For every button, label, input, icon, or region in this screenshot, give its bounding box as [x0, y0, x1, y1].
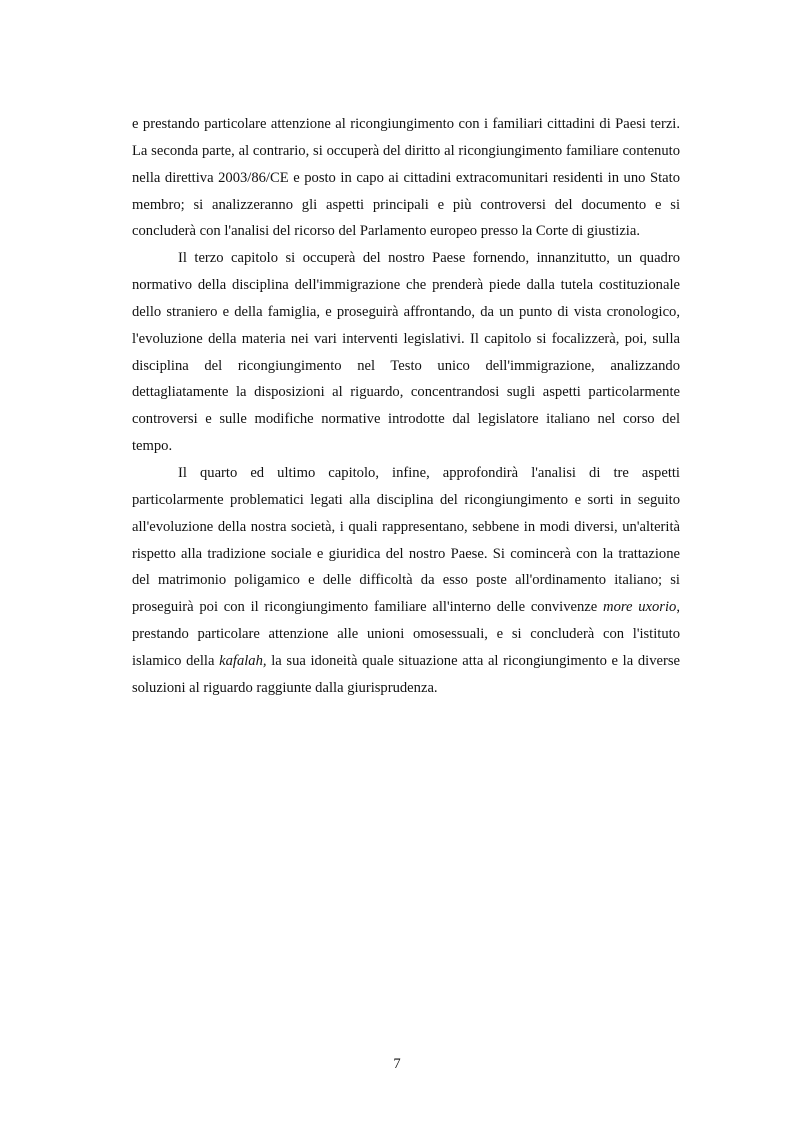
body-text — [132, 111, 680, 702]
paragraph-3 — [132, 460, 680, 702]
paragraph-1: e prestando particolare attenzione al ricongiungimento con i familiari cittadini di Paesi terzi. La seconda parte, al contrario, si occuperà del diritto al ricongiungimento familiare contenuto nella direttiva 2003/86/CE e posto in capo ai cittadini extracomunitari residenti in uno Stato membro; si analizzeranno gli aspetti principali e più controversi del documento e si concluderà con l'analisi del ricorso del Parlamento europeo presso la Corte di giustizia. — [132, 116, 680, 240]
paragraph-3-part-c: la sua idoneità quale situazione atta al ricongiungimento e la diverse soluzioni al riguardo raggiunte dalla giurisprudenza. — [132, 652, 681, 696]
italic-term-more-uxorio: more uxorio — [603, 599, 677, 616]
page-number: 7 — [393, 1056, 401, 1072]
italic-term-kafalah: kafalah, — [219, 652, 267, 669]
paragraph-3-part-b: , prestando particolare attenzione alle unioni omosessuali, e si concluderà con l'istituto islamico della — [132, 599, 680, 669]
paragraph-3-part-a: Il quarto ed ultimo capitolo, infine, approfondirà l'analisi di tre aspetti particolarmente problematici legati alla disciplina del ricongiungimento e sorti in seguito all'evoluzione della nostra società, i quali rappresentano, sebbene in modi diversi, un'alterità rispetto alla tradizione sociale e giuridica del nostro Paese. Si comincerà con la trattazione del matrimonio poligamico e delle difficoltà da esso poste all'ordinamento italiano; si proseguirà poi con il ricongiungimento familiare all'interno delle convivenze — [132, 464, 680, 616]
paragraph-2: Il terzo capitolo si occuperà del nostro Paese fornendo, innanzitutto, un quadro normativo della disciplina dell'immigrazione che prenderà piede dalla tutela costituzionale dello straniero e della famiglia, e proseguirà affrontando, da un punto di vista cronologico, l'evoluzione della materia nei vari interventi legislativi. Il capitolo si focalizzerà, poi, sulla disciplina del ricongiungimento nel Testo unico dell'immigrazione, analizzando dettagliatamente la disposizioni al riguardo, concentrandosi sugli aspetti particolarmente controversi e sulle modifiche normative introdotte dal legislatore italiano nel corso del tempo. — [132, 250, 680, 455]
